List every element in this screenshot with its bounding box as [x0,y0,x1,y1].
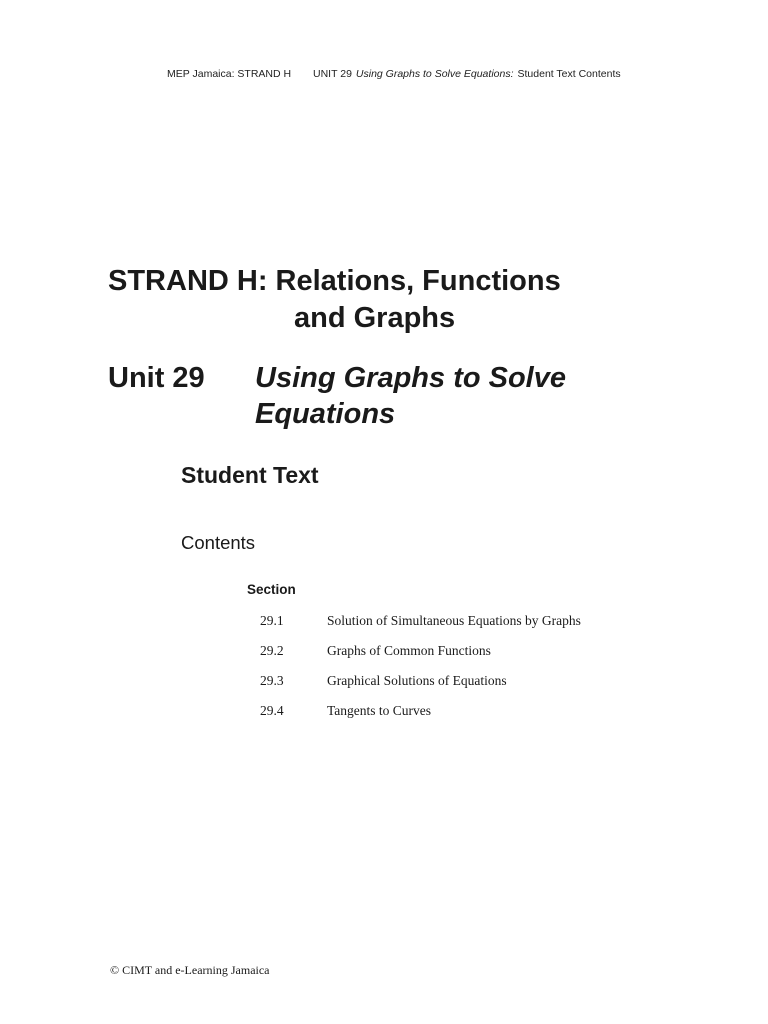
section-number: 29.3 [260,673,284,688]
section-number: 29.1 [260,613,284,628]
student-text-heading: Student Text [181,462,319,488]
running-header-left: MEP Jamaica: STRAND H [167,68,292,80]
strand-title-line2: and Graphs [294,302,456,334]
unit-label: Unit 29 [108,362,205,394]
running-header-right [313,68,621,80]
section-row[interactable] [260,613,581,629]
strand-title-line1: STRAND H: Relations, Functions [108,265,561,297]
copyright-footer: © CIMT and e-Learning Jamaica [110,963,270,977]
unit-title: Using Graphs to Solve Equations [255,362,566,430]
contents-heading: Contents [181,532,256,553]
section-title: Tangents to Curves [327,703,432,718]
section-row[interactable] [260,643,491,659]
section-title: Solution of Simultaneous Equations by Graphs [327,613,581,628]
section-number: 29.4 [260,703,284,718]
header-suffix: Student Text Contents [517,68,621,80]
section-row[interactable] [260,673,507,689]
section-row[interactable] [260,703,431,719]
strand-title [108,263,648,337]
section-number: 29.2 [260,643,284,658]
section-column-header: Section [247,582,296,597]
header-unit-title: Using Graphs to Solve Equations: [355,68,514,80]
header-unit: UNIT 29 [313,68,352,80]
section-title: Graphical Solutions of Equations [327,673,507,688]
section-title: Graphs of Common Functions [327,643,491,658]
